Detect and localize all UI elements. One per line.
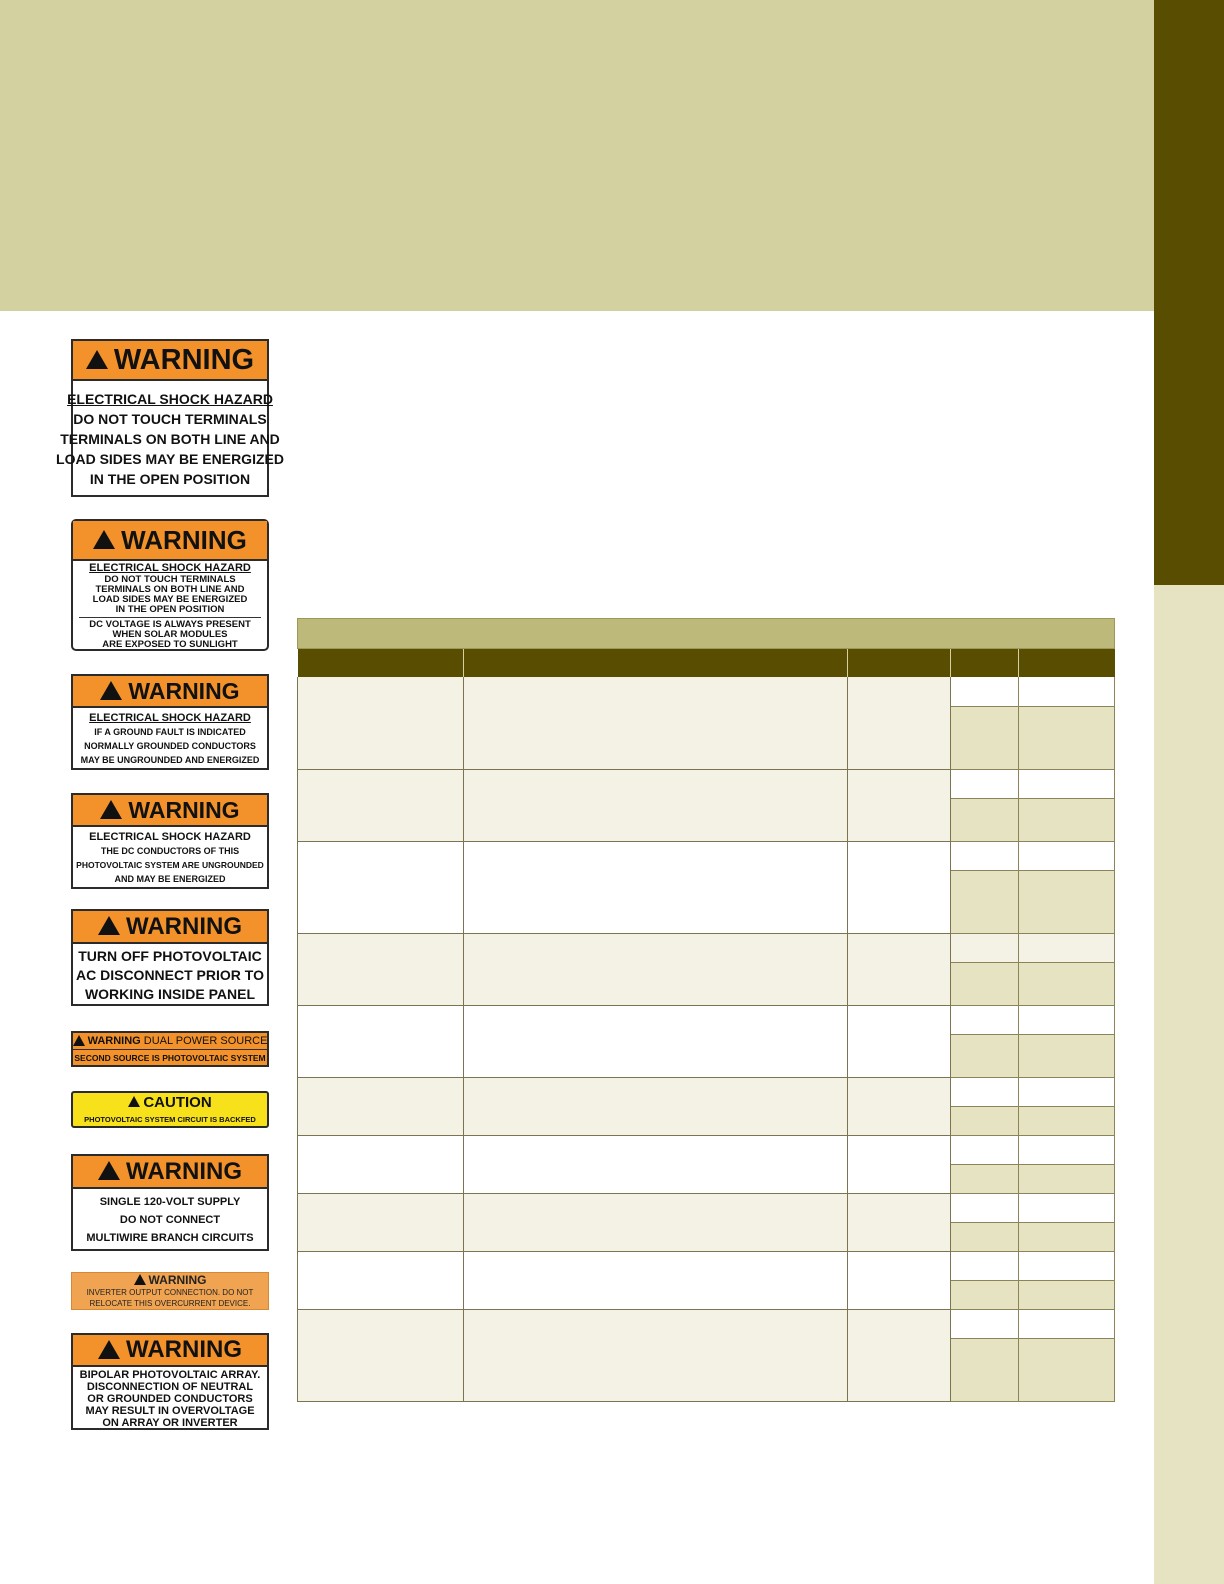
label-header: [73, 1156, 267, 1189]
label-line: WORKING INSIDE PANEL: [84, 985, 256, 1002]
label-header-text: WARNING: [87, 1035, 141, 1047]
warning-label-breaker-terminals: [56, 339, 284, 497]
label-body: [56, 381, 284, 497]
label-header: [73, 1335, 267, 1367]
warning-triangle-icon: [86, 350, 108, 369]
label-header: [72, 1273, 268, 1287]
label-divider: [79, 617, 261, 618]
table-cell: [951, 870, 1019, 933]
warning-label-ungrounded-dc: [71, 793, 269, 889]
table-row: [298, 1309, 1115, 1338]
table-cell: [298, 1309, 464, 1401]
table-cell: [298, 1193, 464, 1251]
label-line: ON ARRAY OR INVERTER: [102, 1416, 238, 1429]
table-cell: [951, 1222, 1019, 1251]
label-body: [73, 944, 267, 1006]
label-line: OR GROUNDED CONDUCTORS: [87, 1392, 253, 1405]
table-cell: [951, 1106, 1019, 1135]
table-row: [298, 1005, 1115, 1034]
table-cell: [298, 1005, 464, 1077]
column-header: [848, 649, 951, 678]
label-line: LOAD SIDES MAY BE ENERGIZED: [56, 451, 284, 467]
label-body: [73, 1189, 267, 1251]
label-header-text: WARNING: [128, 796, 240, 823]
label-line: THE DC CONDUCTORS OF THIS: [100, 846, 240, 856]
column-header: [1019, 649, 1115, 678]
table-cell: [951, 1164, 1019, 1193]
table-row: [298, 1135, 1115, 1164]
table-cell: [1019, 677, 1115, 706]
label-line: SINGLE 120-VOLT SUPPLY: [99, 1196, 241, 1208]
table-cell: [1019, 870, 1115, 933]
table-cell: [951, 1309, 1019, 1338]
side-tab-light: [1154, 585, 1224, 1584]
warning-triangle-icon: [73, 1035, 85, 1046]
table-cell: [1019, 1005, 1115, 1034]
table-cell: [298, 841, 464, 933]
table-cell: [1019, 798, 1115, 841]
label-line: BIPOLAR PHOTOVOLTAIC ARRAY.: [79, 1368, 261, 1381]
warning-label-dc-voltage: [71, 519, 269, 651]
label-body: [73, 561, 267, 651]
table-cell: [464, 769, 848, 841]
label-header: [73, 676, 267, 708]
table-cell: [1019, 1222, 1115, 1251]
table-cell: [464, 1251, 848, 1309]
table-caption: [298, 619, 1115, 649]
label-header-text: WARNING: [128, 677, 240, 704]
side-tab-dark: [1154, 0, 1224, 585]
table-cell: [1019, 1251, 1115, 1280]
table-cell: [298, 1251, 464, 1309]
label-line: ELECTRICAL SHOCK HAZARD: [89, 712, 251, 724]
warning-label-ac-disconnect: [71, 909, 269, 1006]
table-row: [298, 841, 1115, 870]
label-line: DO NOT TOUCH TERMINALS: [73, 411, 267, 427]
warning-label-single-supply: [71, 1154, 269, 1251]
table-header-row: [298, 649, 1115, 678]
table-cell: [951, 706, 1019, 769]
table-cell: [1019, 1106, 1115, 1135]
column-header: [298, 649, 464, 678]
table-cell: [1019, 1034, 1115, 1077]
label-header: [73, 1033, 267, 1049]
label-line: RELOCATE THIS OVERCURRENT DEVICE.: [89, 1299, 251, 1308]
table-row: [298, 769, 1115, 798]
table-cell: [848, 769, 951, 841]
table-cell: [951, 769, 1019, 798]
warning-triangle-icon: [93, 530, 115, 549]
table-cell: [298, 1135, 464, 1193]
label-header: [73, 341, 267, 381]
label-line: WHEN SOLAR MODULES: [112, 629, 228, 640]
label-line: ELECTRICAL SHOCK HAZARD: [89, 831, 251, 843]
table-cell: [951, 1005, 1019, 1034]
label-header-text: WARNING: [126, 1157, 242, 1185]
table-cell: [1019, 1193, 1115, 1222]
label-line: DISCONNECTION OF NEUTRAL: [86, 1380, 254, 1393]
label-line: DO NOT TOUCH TERMINALS: [104, 574, 236, 585]
table-row: [298, 1251, 1115, 1280]
table-cell: [1019, 1077, 1115, 1106]
table-cell: [951, 677, 1019, 706]
table-cell: [848, 1193, 951, 1251]
table-cell: [1019, 962, 1115, 1005]
table-cell: [848, 841, 951, 933]
table-cell: [951, 841, 1019, 870]
table-cell: [848, 1135, 951, 1193]
label-header-text: WARNING: [126, 1336, 242, 1363]
table-cell: [951, 1193, 1019, 1222]
table-cell: [1019, 769, 1115, 798]
label-line: TERMINALS ON BOTH LINE AND: [95, 584, 245, 595]
warning-triangle-icon: [100, 800, 122, 819]
caution-triangle-icon: [128, 1096, 140, 1107]
label-line: TERMINALS ON BOTH LINE AND: [60, 431, 280, 447]
table-cell: [951, 1034, 1019, 1077]
label-line: ELECTRICAL SHOCK HAZARD: [67, 391, 273, 407]
table-cell: [1019, 841, 1115, 870]
warning-label-inverter-output: [71, 1272, 269, 1310]
column-header: [464, 649, 848, 678]
table-cell: [1019, 1164, 1115, 1193]
table-cell: [298, 769, 464, 841]
label-body: [73, 827, 267, 889]
table-cell: [464, 1077, 848, 1135]
warning-triangle-icon: [100, 681, 122, 700]
table-cell: [298, 677, 464, 769]
label-line: ARE EXPOSED TO SUNLIGHT: [102, 639, 238, 650]
label-line: AND MAY BE ENERGIZED: [114, 874, 226, 884]
table-cell: [848, 1005, 951, 1077]
label-header-text: WARNING: [121, 524, 247, 555]
label-line: SECOND SOURCE IS PHOTOVOLTAIC SYSTEM: [74, 1052, 266, 1063]
label-header-extra: DUAL POWER SOURCE: [143, 1035, 268, 1047]
table-cell: [848, 1309, 951, 1401]
label-line: PHOTOVOLTAIC SYSTEM ARE UNGROUNDED: [76, 860, 264, 870]
table-cell: [1019, 1135, 1115, 1164]
warning-label-dual-power: [71, 1031, 269, 1067]
table-cell: [951, 1338, 1019, 1401]
label-header: [73, 1093, 267, 1112]
label-line: ELECTRICAL SHOCK HAZARD: [89, 562, 251, 574]
label-line: NORMALLY GROUNDED CONDUCTORS: [84, 741, 256, 751]
label-line: PHOTOVOLTAIC SYSTEM CIRCUIT IS BACKFED: [84, 1114, 256, 1124]
table-cell: [951, 1135, 1019, 1164]
table-cell: [464, 1005, 848, 1077]
table-cell: [951, 1251, 1019, 1280]
label-body: [73, 1049, 267, 1065]
table-cell: [464, 933, 848, 1005]
label-header: [73, 795, 267, 827]
labels-table: [297, 618, 1115, 1402]
label-header: [73, 521, 267, 561]
table-row: [298, 1193, 1115, 1222]
label-header-text: CAUTION: [143, 1094, 212, 1111]
label-line: MAY RESULT IN OVERVOLTAGE: [85, 1404, 255, 1417]
warning-triangle-icon: [98, 916, 120, 935]
table-cell: [464, 1193, 848, 1251]
label-line: DC VOLTAGE IS ALWAYS PRESENT: [89, 619, 251, 630]
warning-label-bipolar-array: [71, 1333, 269, 1430]
label-line: IN THE OPEN POSITION: [115, 604, 225, 615]
table-cell: [1019, 1309, 1115, 1338]
label-line: MAY BE UNGROUNDED AND ENERGIZED: [80, 755, 260, 765]
warning-label-ground-fault: [71, 674, 269, 770]
label-line: MULTIWIRE BRANCH CIRCUITS: [86, 1232, 254, 1244]
table-caption-row: [298, 619, 1115, 649]
table-cell: [848, 1077, 951, 1135]
table-cell: [951, 933, 1019, 962]
column-header: [951, 649, 1019, 678]
table-cell: [1019, 1280, 1115, 1309]
label-body: [73, 1367, 267, 1430]
table-cell: [951, 962, 1019, 1005]
table-cell: [464, 1309, 848, 1401]
caution-label-backfed: [71, 1091, 269, 1128]
header-band: [0, 0, 1154, 311]
warning-triangle-icon: [134, 1274, 146, 1285]
table-row: [298, 933, 1115, 962]
table-cell: [848, 933, 951, 1005]
table-cell: [298, 933, 464, 1005]
table-cell: [848, 677, 951, 769]
label-header-text: WARNING: [126, 912, 242, 940]
label-body: [72, 1287, 268, 1309]
table-cell: [848, 1251, 951, 1309]
label-line: IF A GROUND FAULT IS INDICATED: [94, 727, 246, 737]
table-cell: [1019, 1338, 1115, 1401]
table-cell: [464, 841, 848, 933]
warning-triangle-icon: [98, 1340, 120, 1359]
table-row: [298, 677, 1115, 706]
label-header-text: WARNING: [113, 343, 255, 376]
label-line: INVERTER OUTPUT CONNECTION. DO NOT: [86, 1288, 254, 1297]
label-header-text: WARNING: [148, 1273, 207, 1287]
table-cell: [951, 1280, 1019, 1309]
table-cell: [951, 798, 1019, 841]
label-header: [73, 911, 267, 944]
table-cell: [951, 1077, 1019, 1106]
table-cell: [464, 677, 848, 769]
table-cell: [1019, 706, 1115, 769]
label-line: DO NOT CONNECT: [119, 1214, 221, 1226]
warning-triangle-icon: [98, 1161, 120, 1180]
label-body: [73, 1112, 267, 1126]
label-line: TURN OFF PHOTOVOLTAIC: [78, 947, 262, 964]
label-line: AC DISCONNECT PRIOR TO: [76, 966, 264, 983]
table-cell: [298, 1077, 464, 1135]
label-line: IN THE OPEN POSITION: [89, 471, 251, 487]
table-cell: [1019, 933, 1115, 962]
label-line: LOAD SIDES MAY BE ENERGIZED: [92, 594, 248, 605]
table-cell: [464, 1135, 848, 1193]
label-body: [73, 708, 267, 770]
table-row: [298, 1077, 1115, 1106]
